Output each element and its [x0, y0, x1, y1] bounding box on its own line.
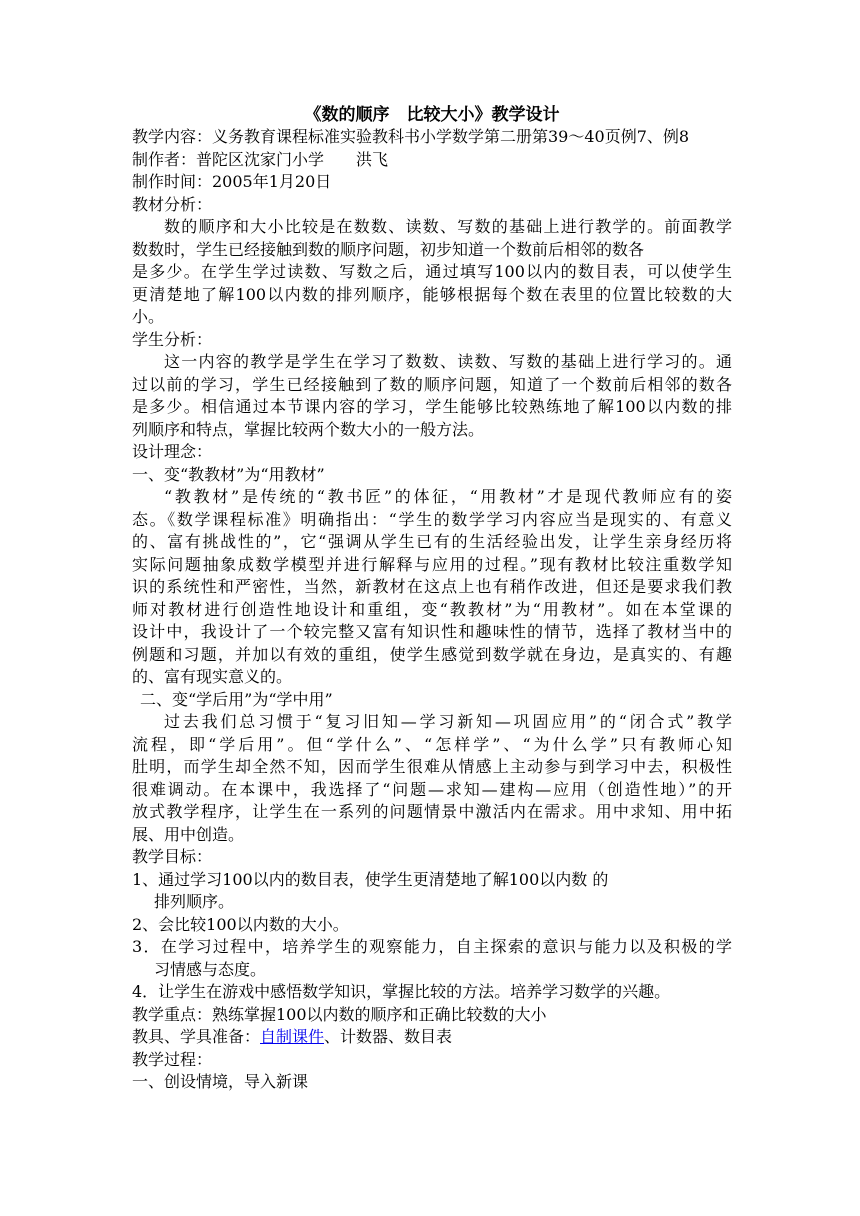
- process-step-1: 一、创设情境，导入新课: [132, 1072, 309, 1091]
- teaching-focus: 教学重点：熟练掌握100以内数的顺序和正确比较数的大小: [132, 1004, 547, 1024]
- concept-part2-line-4: 很难调动。在本课中，我选择了“问题—求知—建构—应用（创造性地）”的开: [132, 779, 732, 799]
- student-line-4: 列顺序和特点，掌握比较两个数大小的一般方法。: [132, 419, 485, 439]
- tools-prefix: 教具、学具准备：: [132, 1027, 261, 1046]
- tools-suffix: 、计数器、数目表: [324, 1027, 453, 1046]
- author-line: 制作者：普陀区沈家门小学 洪飞: [132, 149, 389, 169]
- document-title: 《数的顺序 比较大小》教学设计: [304, 105, 560, 125]
- concept-part1-line-5: 识的系统性和严密性，当然，新教材在这点上也有稍作改进，但还是要求我们教: [132, 577, 732, 596]
- material-line-4: 更清楚地了解100以内数的排列顺序，能够根据每个数在表里的位置比较数的大: [132, 284, 732, 304]
- goal-2: 2、会比较100以内数的大小。: [132, 914, 349, 934]
- concept-part1-heading: 一、变“教教材”为“用教材”: [132, 464, 325, 484]
- date-line: 制作时间：2005年1月20日: [132, 172, 332, 191]
- student-line-2: 过以前的学习，学生已经接触到了数的顺序问题，知道了一个数前后相邻的数各: [132, 374, 732, 394]
- student-heading: 学生分析：: [132, 329, 213, 349]
- goals-heading: 教学目标：: [132, 847, 213, 866]
- concept-part1-line-6: 师对教材进行创造性地设计和重组，变“教教材”为“用教材”。如在本堂课的: [132, 599, 732, 619]
- goal-4: 4．让学生在游戏中感悟数学知识，掌握比较的方法。培养学习数学的兴趣。: [132, 982, 671, 1001]
- material-line-3: 是多少。在学生学过读数、写数之后，通过填写100以内的数目表，可以使学生: [132, 262, 732, 281]
- concept-heading: 设计理念：: [132, 442, 213, 461]
- material-line-5: 小。: [132, 307, 165, 326]
- process-heading: 教学过程：: [132, 1049, 213, 1069]
- goal-3: 3．在学习过程中，培养学生的观察能力，自主探索的意识与能力以及积极的学: [132, 937, 732, 956]
- concept-part2-line-6: 展、用中创造。: [132, 824, 245, 844]
- concept-part1-line-7: 设计中，我设计了一个较完整又富有知识性和趣味性的情节，选择了教材当中的: [132, 622, 732, 641]
- teaching-tools: [132, 1026, 732, 1049]
- concept-part2-heading: 二、变“学后用”为“学中用”: [140, 689, 333, 709]
- material-heading: 教材分析：: [132, 194, 213, 214]
- concept-part2-line-1: 过去我们总习惯于“复习旧知—学习新知—巩固应用”的“闭合式”教学: [164, 712, 732, 731]
- concept-part1-line-4: 实际问题抽象成数学模型并进行解释与应用的过程。”现有教材比较注重数学知: [132, 554, 732, 574]
- concept-part2-line-5: 放式教学程序，让学生在一系列的问题情景中激活内在需求。用中求知、用中拓: [132, 802, 732, 821]
- concept-part1-line-1: “教教材”是传统的“教书匠”的体征，“用教材”才是现代教师应有的姿: [164, 487, 732, 506]
- student-line-1: 这一内容的教学是学生在学习了数数、读数、写数的基础上进行学习的。通: [164, 352, 732, 371]
- goal-1-continued: 排列顺序。: [154, 892, 235, 911]
- concept-part1-line-2: 态。《数学课程标准》明确指出：“学生的数学学习内容应当是现实的、有意义: [132, 509, 732, 529]
- teaching-content: 教学内容：义务教育课程标准实验教科书小学数学第二册第39～40页例7、例8: [132, 127, 690, 146]
- courseware-link[interactable]: 自制课件: [260, 1027, 325, 1046]
- material-line-2: 数数时，学生已经接触到数的顺序问题，初步知道一个数前后相邻的数各: [132, 239, 645, 259]
- concept-part2-line-3: 肚明，而学生却全然不知，因而学生很难从情感上主动参与到学习中去，积极性: [132, 757, 732, 776]
- material-line-1: 数的顺序和大小比较是在数数、读数、写数的基础上进行教学的。前面教学: [164, 217, 732, 236]
- document-body: [132, 104, 732, 1094]
- concept-part1-line-3: 的、富有挑战性的”，它“强调从学生已有的生活经验出发，让学生亲身经历将: [132, 532, 732, 551]
- concept-part1-line-9: 的、富有现实意义的。: [132, 667, 293, 686]
- concept-part2-line-2: 流程，即“学后用”。但“学什么”、“怎样学”、“为什么学”只有教师心知: [132, 734, 732, 754]
- goal-3-continued: 习情感与态度。: [154, 959, 267, 979]
- student-line-3: 是多少。相信通过本节课内容的学习，学生能够比较熟练地了解100以内数的排: [132, 397, 732, 416]
- concept-part1-line-8: 例题和习题，并加以有效的重组，使学生感觉到数学就在身边，是真实的、有趣: [132, 644, 732, 664]
- goal-1: 1、通过学习100以内的数目表，使学生更清楚地了解100以内数 的: [132, 869, 609, 889]
